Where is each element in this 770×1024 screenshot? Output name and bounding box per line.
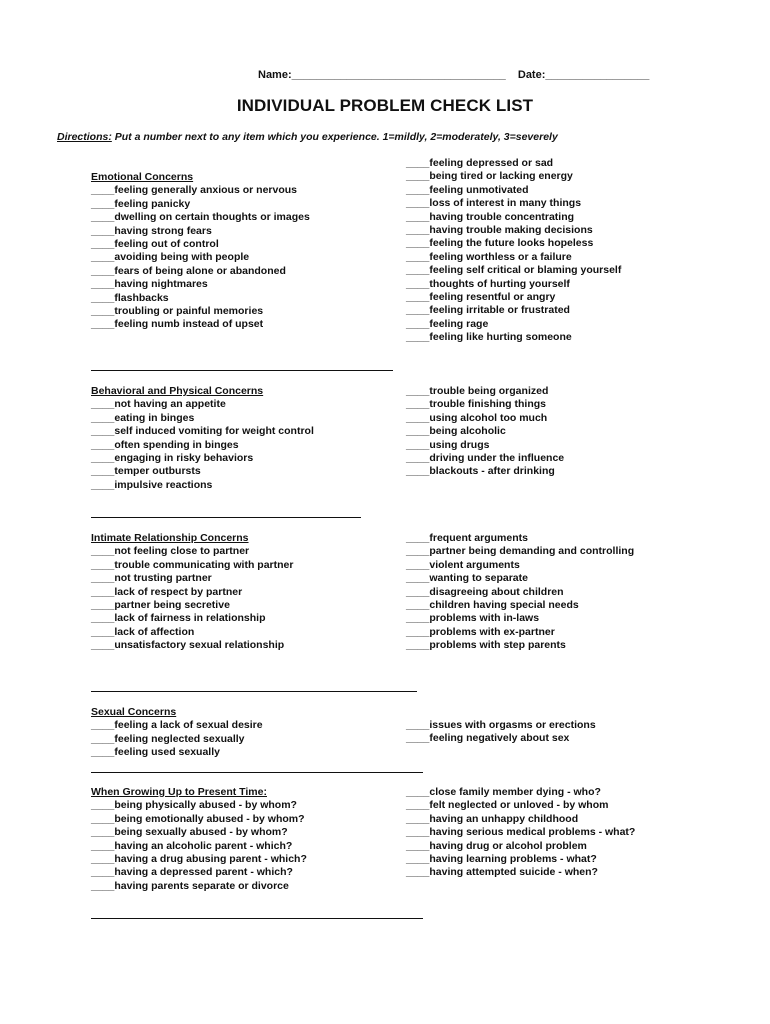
section-heading-behavioral: Behavioral and Physical Concerns [91,385,264,397]
checklist-item[interactable]: ____flashbacks [91,291,169,304]
checklist-item[interactable]: ____feeling out of control [91,237,219,250]
checklist-item[interactable]: ____using drugs [406,438,490,451]
growing-up-left-column [91,786,307,893]
sexual-left-column [91,706,263,760]
checklist-item[interactable]: ____being sexually abused - by whom? [91,826,288,839]
checklist-item[interactable]: ____temper outbursts [91,465,201,478]
sexual-right-column [406,719,596,746]
checklist-item[interactable]: ____having trouble concentrating [406,210,575,223]
checklist-item[interactable]: ____feeling irritable or frustrated [406,304,570,317]
checklist-item[interactable]: ____avoiding being with people [91,251,250,264]
header-line [258,69,649,81]
directions [57,131,558,143]
checklist-item[interactable]: ____problems with ex-partner [406,625,555,638]
checklist-item[interactable]: ____partner being demanding and controlling [406,545,635,558]
section-heading-sexual: Sexual Concerns [91,706,177,718]
checklist-item[interactable]: ____feeling resentful or angry [406,290,556,303]
checklist-item[interactable]: ____having drug or alcohol problem [406,839,587,852]
checklist-item[interactable]: ____feeling like hurting someone [406,331,572,344]
behavioral-left-column [91,385,314,492]
section-divider [91,517,361,518]
checklist-item[interactable]: ____feeling numb instead of upset [91,318,264,331]
section-divider [91,918,423,919]
directions-label: Directions: [57,131,112,143]
section-divider [91,772,423,773]
directions-text: Put a number next to any item which you experience. 1=mildly, 2=moderately, 3=severely [111,131,558,143]
checklist-item[interactable]: ____feeling worthless or a failure [406,250,572,263]
checklist-item[interactable]: ____dwelling on certain thoughts or images [91,211,310,224]
checklist-item[interactable]: ____having learning problems - what? [406,852,597,865]
checklist-item[interactable]: ____frequent arguments [406,532,528,544]
checklist-item[interactable]: ____feeling the future looks hopeless [406,237,594,250]
checklist-item[interactable]: ____having parents separate or divorce [91,879,289,892]
checklist-item[interactable]: ____not having an appetite [91,398,226,411]
checklist-item[interactable]: ____having strong fears [91,224,212,237]
checklist-item[interactable]: ____being tired or lacking energy [406,170,573,183]
checklist-item[interactable]: ____feeling used sexually [91,746,220,759]
checklist-item[interactable]: ____violent arguments [406,558,520,571]
page-title: INDIVIDUAL PROBLEM CHECK LIST [236,96,534,115]
checklist-item[interactable]: ____trouble communicating with partner [91,558,294,571]
emotional-left-column [91,171,310,332]
section-heading-intimate: Intimate Relationship Concerns [91,532,249,544]
checklist-item[interactable]: ____feeling panicky [91,197,191,210]
section-divider [91,370,393,371]
checklist-item[interactable]: ____having attempted suicide - when? [406,866,598,879]
intimate-right-column [406,532,634,653]
checklist-item[interactable]: ____having serious medical problems - what? [406,826,636,839]
checklist-item[interactable]: ____thoughts of hurting yourself [406,277,570,290]
checklist-item[interactable]: ____not trusting partner [91,572,212,585]
checklist-item[interactable]: ____children having special needs [406,598,579,611]
checklist-item[interactable]: ____feeling rage [406,317,489,330]
date-field[interactable]: Date:_________________ [517,69,650,81]
section-divider [91,691,417,692]
checklist-item[interactable]: ____problems with step parents [406,639,566,652]
checklist-item[interactable]: ____lack of fairness in relationship [91,612,266,625]
checklist-item[interactable]: ____loss of interest in many things [406,197,582,210]
checklist-item[interactable]: ____being emotionally abused - by whom? [91,812,305,825]
checklist-item[interactable]: ____problems with in-laws [406,612,540,625]
checklist-item[interactable]: ____having a depressed parent - which? [91,866,293,879]
checklist-item[interactable]: ____feeling negatively about sex [406,732,570,745]
checklist-item[interactable]: ____having nightmares [91,278,208,291]
checklist-item[interactable]: ____feeling a lack of sexual desire [91,719,263,732]
checklist-item[interactable]: ____having an alcoholic parent - which? [91,839,293,852]
checklist-item[interactable]: ____felt neglected or unloved - by whom [406,799,609,812]
growing-up-right-column [406,786,635,880]
behavioral-right-column [406,385,564,479]
checklist-item[interactable]: ____blackouts - after drinking [406,465,555,478]
checklist-item[interactable]: ____trouble finishing things [406,398,547,411]
checklist-item[interactable]: ____feeling generally anxious or nervous [91,184,297,197]
emotional-right-column [406,157,621,344]
checklist-item[interactable]: ____eating in binges [91,411,195,424]
checklist-item[interactable]: ____feeling neglected sexually [91,732,245,745]
checklist-item[interactable]: ____having an unhappy childhood [406,812,579,825]
checklist-item[interactable]: ____not feeling close to partner [91,545,250,558]
checklist-item[interactable]: ____feeling unmotivated [406,183,529,196]
checklist-item[interactable]: ____trouble being organized [406,385,549,397]
checklist-item[interactable]: ____disagreeing about children [406,585,564,598]
checklist-item[interactable]: ____often spending in binges [91,438,239,451]
checklist-item[interactable]: ____engaging in risky behaviors [91,451,254,464]
checklist-item[interactable]: ____impulsive reactions [91,478,213,491]
checklist-item[interactable]: ____having trouble making decisions [406,223,593,236]
checklist-item[interactable]: ____partner being secretive [91,598,230,611]
checklist-item[interactable]: ____feeling depressed or sad [406,157,554,169]
checklist-item[interactable]: ____feeling self critical or blaming yourself [406,264,622,277]
checklist-item[interactable]: ____being physically abused - by whom? [91,799,297,812]
section-heading-growing-up: When Growing Up to Present Time: [91,786,267,798]
checklist-item[interactable]: ____self induced vomiting for weight control [91,425,314,438]
checklist-item[interactable]: ____unsatisfactory sexual relationship [91,639,285,652]
checklist-item[interactable]: ____being alcoholic [406,425,506,438]
checklist-item[interactable]: ____using alcohol too much [406,411,548,424]
checklist-item[interactable]: ____wanting to separate [406,572,528,585]
checklist-item[interactable]: ____troubling or painful memories [91,304,264,317]
checklist-item[interactable]: ____driving under the influence [406,451,565,464]
name-field[interactable]: Name:___________________________________ [258,69,506,81]
checklist-item[interactable]: ____close family member dying - who? [406,786,601,798]
checklist-item[interactable]: ____issues with orgasms or erections [406,719,596,731]
checklist-item[interactable]: ____lack of affection [91,625,195,638]
checklist-item[interactable]: ____having a drug abusing parent - which? [91,852,307,865]
checklist-item[interactable]: ____fears of being alone or abandoned [91,264,286,277]
section-heading-emotional: Emotional Concerns [91,171,194,183]
intimate-left-column [91,532,293,653]
checklist-item[interactable]: ____lack of respect by partner [91,585,243,598]
